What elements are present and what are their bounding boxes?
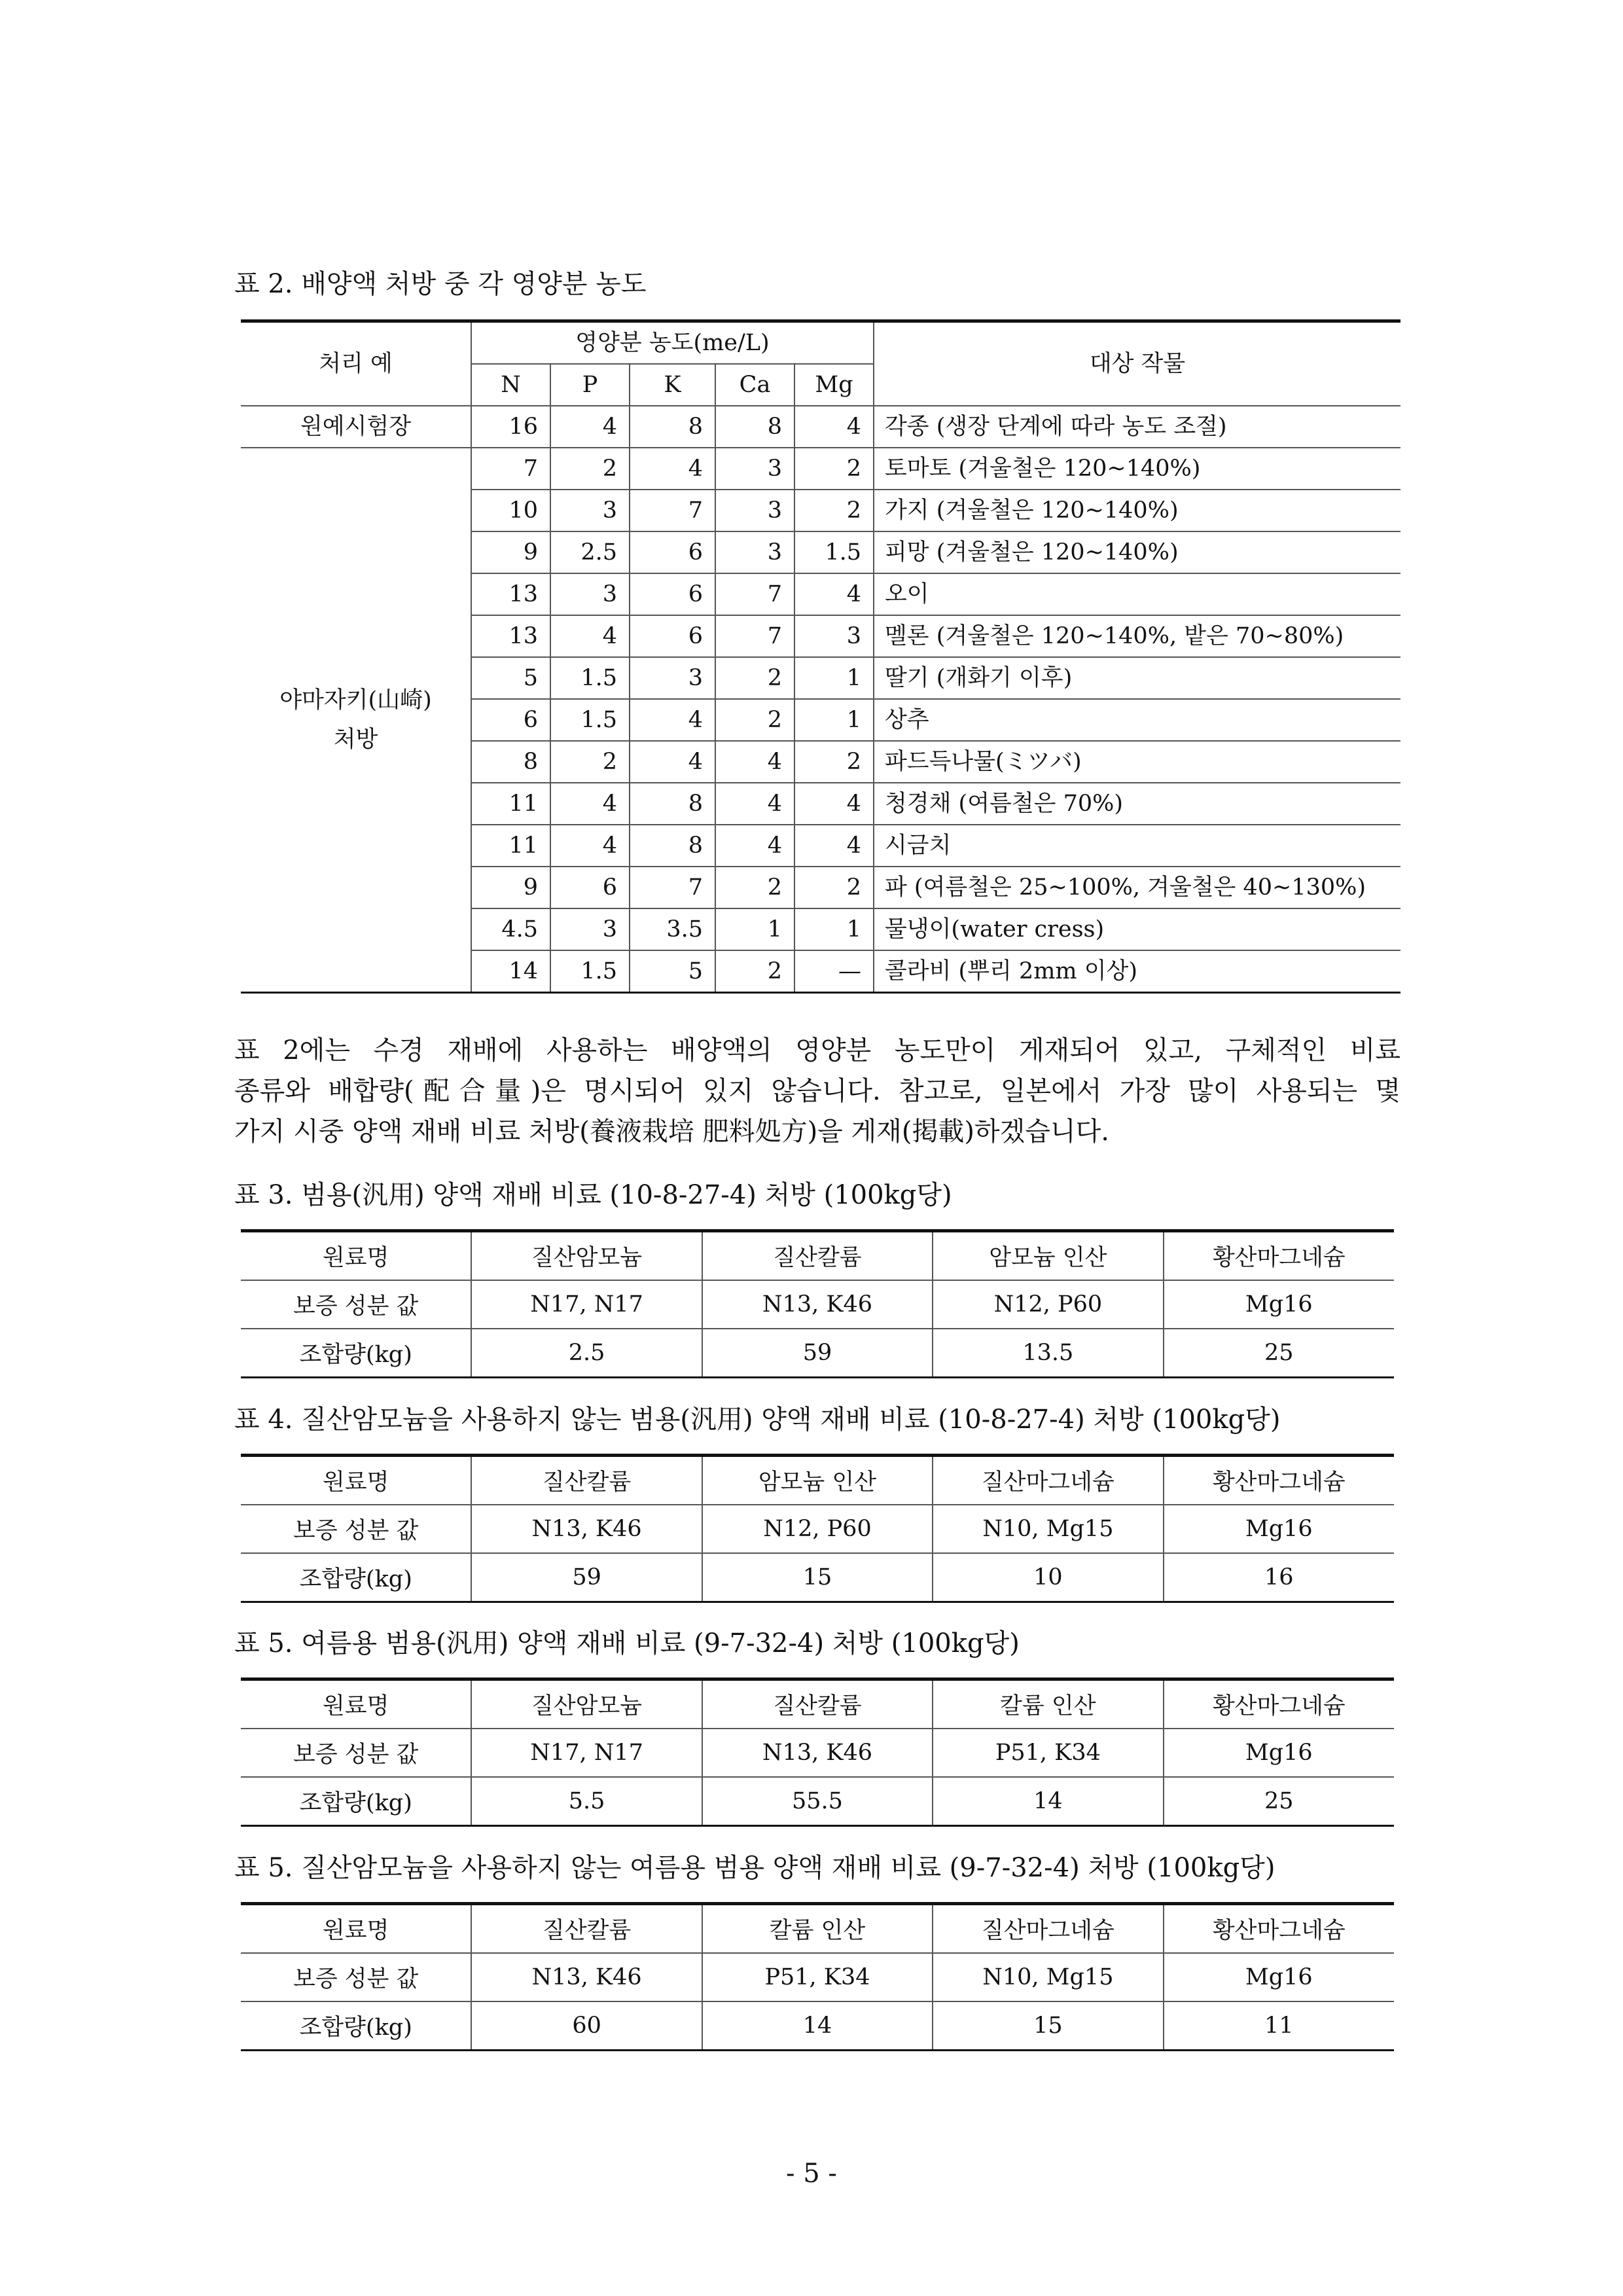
- guaranteed-cell: N13, K46: [471, 1953, 702, 2001]
- value-cell: 4: [630, 699, 715, 741]
- guaranteed-cell: N17, N17: [471, 1729, 702, 1777]
- crop-cell: 각종 (생장 단계에 따라 농도 조절): [874, 406, 1400, 448]
- body-paragraph: [234, 1030, 1400, 1152]
- material-cell: 칼륨 인산: [933, 1679, 1163, 1729]
- crop-cell: 물냉이(water cress): [874, 908, 1400, 950]
- value-cell: 4: [794, 573, 874, 615]
- guaranteed-cell: N17, N17: [471, 1280, 702, 1329]
- value-cell: 1: [794, 657, 874, 699]
- table-row: [241, 1953, 1394, 2001]
- value-cell: 7: [630, 867, 715, 908]
- value-cell: 3: [550, 490, 630, 531]
- table-5-caption: 표 5. 여름용 범용(汎用) 양액 재배 비료 (9-7-32-4) 처방 (100kg당): [234, 1628, 1020, 1659]
- guaranteed-cell: N13, K46: [702, 1280, 933, 1329]
- amount-cell: 14: [702, 2001, 933, 2051]
- value-cell: 7: [715, 615, 794, 657]
- target-crop-header: 대상 작물: [874, 321, 1400, 406]
- fertilizer-table-4: [241, 1454, 1394, 1603]
- amount-cell: 16: [1164, 1553, 1394, 1602]
- value-cell: 6: [471, 699, 550, 741]
- table-row: [241, 1280, 1394, 1329]
- material-cell: 황산마그네슘: [1164, 1231, 1394, 1281]
- value-cell: 14: [471, 950, 550, 993]
- row-label: 원료명: [241, 1679, 471, 1729]
- guaranteed-cell: N10, Mg15: [933, 1505, 1163, 1553]
- row-label: 원료명: [241, 1231, 471, 1281]
- guaranteed-cell: Mg16: [1164, 1953, 1394, 2001]
- value-cell: 4: [550, 825, 630, 867]
- concentration-header: 영양분 농도(me/L): [471, 321, 874, 365]
- table-6-caption: 표 5. 질산암모늄을 사용하지 않는 여름용 범용 양액 재배 비료 (9-7-32-4) 처방 (100kg당): [234, 1853, 1275, 1883]
- nutrient-header-ca: Ca: [715, 364, 794, 406]
- guaranteed-cell: N13, K46: [471, 1505, 702, 1553]
- group-label-line: 야마자키(山崎): [279, 687, 432, 713]
- value-cell: 16: [471, 406, 550, 448]
- table-row: [241, 1505, 1394, 1553]
- value-cell: 4: [794, 825, 874, 867]
- value-cell: 6: [630, 615, 715, 657]
- value-cell: 5: [630, 950, 715, 993]
- fertilizer-table-3: [241, 1229, 1394, 1378]
- value-cell: 1: [794, 699, 874, 741]
- value-cell: 2: [715, 657, 794, 699]
- value-cell: 1: [794, 908, 874, 950]
- material-cell: 질산칼륨: [702, 1679, 933, 1729]
- amount-cell: 59: [471, 1553, 702, 1602]
- guaranteed-cell: N12, P60: [933, 1280, 1163, 1329]
- value-cell: 11: [471, 825, 550, 867]
- amount-cell: 11: [1164, 2001, 1394, 2051]
- guaranteed-cell: N10, Mg15: [933, 1953, 1163, 2001]
- value-cell: 4: [715, 741, 794, 783]
- crop-cell: 시금치: [874, 825, 1400, 867]
- value-cell: 1: [715, 908, 794, 950]
- value-cell: 9: [471, 867, 550, 908]
- table-row: [241, 1904, 1394, 1954]
- value-cell: 2: [715, 950, 794, 993]
- value-cell: 4: [550, 615, 630, 657]
- paragraph-line: 표 2에는 수경 재배에 사용하는 배양액의 영양분 농도만이 게재되어 있고, 구체적인 비료: [234, 1035, 1400, 1066]
- value-cell: 5: [471, 657, 550, 699]
- fertilizer-table-5: [241, 1677, 1394, 1827]
- value-cell: 6: [630, 573, 715, 615]
- value-cell: 9: [471, 531, 550, 573]
- material-cell: 질산칼륨: [471, 1904, 702, 1954]
- value-cell: 2: [794, 867, 874, 908]
- table-row: [241, 1456, 1394, 1505]
- value-cell: 3: [715, 531, 794, 573]
- value-cell: 3: [715, 448, 794, 490]
- nutrient-header-k: K: [630, 364, 715, 406]
- material-cell: 질산암모늄: [471, 1231, 702, 1281]
- value-cell: 13: [471, 615, 550, 657]
- table-row: [241, 2001, 1394, 2051]
- value-cell: 3: [550, 573, 630, 615]
- table-row: [241, 1729, 1394, 1777]
- value-cell: 3: [550, 908, 630, 950]
- value-cell: 8: [630, 825, 715, 867]
- table-row: [241, 1231, 1394, 1281]
- amount-cell: 59: [702, 1329, 933, 1378]
- value-cell: 4: [715, 783, 794, 825]
- value-cell: 2: [550, 741, 630, 783]
- table-row: [241, 1553, 1394, 1602]
- value-cell: 3: [794, 615, 874, 657]
- paragraph-line: 가지 시중 양액 재배 비료 처방(養液栽培 肥料処方)을 게재(掲載)하겠습니다.: [234, 1117, 1109, 1147]
- amount-cell: 15: [702, 1553, 933, 1602]
- value-cell: 3: [715, 490, 794, 531]
- material-cell: 질산마그네슘: [933, 1456, 1163, 1505]
- table-row: [241, 406, 1400, 448]
- amount-cell: 2.5: [471, 1329, 702, 1378]
- row-label: 조합량(kg): [241, 1329, 471, 1378]
- crop-cell: 피망 (겨울철은 120~140%): [874, 531, 1400, 573]
- guaranteed-cell: Mg16: [1164, 1729, 1394, 1777]
- crop-cell: 파드득나물(ミツバ): [874, 741, 1400, 783]
- page-number: - 5 -: [786, 2159, 837, 2189]
- table-row: [241, 1329, 1394, 1378]
- row-label: 조합량(kg): [241, 1777, 471, 1826]
- value-cell: 3.5: [630, 908, 715, 950]
- value-cell: 8: [630, 783, 715, 825]
- value-cell: 4: [550, 783, 630, 825]
- table-4-caption: 표 4. 질산암모늄을 사용하지 않는 범용(汎用) 양액 재배 비료 (10-8-27-4) 처방 (100kg당): [234, 1405, 1281, 1435]
- value-cell: 1.5: [550, 699, 630, 741]
- table-row: [241, 1679, 1394, 1729]
- amount-cell: 5.5: [471, 1777, 702, 1826]
- value-cell: 2.5: [550, 531, 630, 573]
- treatment-cell: 원예시험장: [241, 406, 471, 448]
- crop-cell: 상추: [874, 699, 1400, 741]
- crop-cell: 오이: [874, 573, 1400, 615]
- nutrient-concentration-table: [241, 319, 1400, 994]
- material-cell: 황산마그네슘: [1164, 1679, 1394, 1729]
- value-cell: 4: [550, 406, 630, 448]
- material-cell: 질산암모늄: [471, 1679, 702, 1729]
- value-cell: 2: [794, 448, 874, 490]
- amount-cell: 60: [471, 2001, 702, 2051]
- row-label: 조합량(kg): [241, 2001, 471, 2051]
- group-label-line: 처방: [333, 726, 378, 753]
- table-row: [241, 448, 1400, 490]
- material-cell: 질산칼륨: [702, 1231, 933, 1281]
- value-cell: 1.5: [550, 950, 630, 993]
- treatment-header: 처리 예: [241, 321, 471, 406]
- crop-cell: 콜라비 (뿌리 2mm 이상): [874, 950, 1400, 993]
- table-3-caption: 표 3. 범용(汎用) 양액 재배 비료 (10-8-27-4) 처방 (100kg당): [234, 1180, 952, 1210]
- value-cell: 1.5: [794, 531, 874, 573]
- material-cell: 황산마그네슘: [1164, 1904, 1394, 1954]
- value-cell: —: [794, 950, 874, 993]
- value-cell: 8: [715, 406, 794, 448]
- yamazaki-group-cell: [241, 448, 471, 993]
- value-cell: 11: [471, 783, 550, 825]
- value-cell: 4.5: [471, 908, 550, 950]
- amount-cell: 14: [933, 1777, 1163, 1826]
- paragraph-line: 종류와 배합량(配合量)은 명시되어 있지 않습니다. 참고로, 일본에서 가장 많이 사용되는 몇: [234, 1076, 1400, 1106]
- value-cell: 2: [715, 867, 794, 908]
- value-cell: 8: [471, 741, 550, 783]
- crop-cell: 딸기 (개화기 이후): [874, 657, 1400, 699]
- crop-cell: 가지 (겨울철은 120~140%): [874, 490, 1400, 531]
- row-label: 보증 성분 값: [241, 1729, 471, 1777]
- nutrient-header-n: N: [471, 364, 550, 406]
- crop-cell: 멜론 (겨울철은 120~140%, 밭은 70~80%): [874, 615, 1400, 657]
- amount-cell: 25: [1164, 1329, 1394, 1378]
- guaranteed-cell: N12, P60: [702, 1505, 933, 1553]
- value-cell: 6: [550, 867, 630, 908]
- material-cell: 칼륨 인산: [702, 1904, 933, 1954]
- value-cell: 4: [794, 783, 874, 825]
- value-cell: 4: [630, 741, 715, 783]
- material-cell: 황산마그네슘: [1164, 1456, 1394, 1505]
- value-cell: 7: [471, 448, 550, 490]
- value-cell: 13: [471, 573, 550, 615]
- value-cell: 6: [630, 531, 715, 573]
- row-label: 원료명: [241, 1456, 471, 1505]
- value-cell: 10: [471, 490, 550, 531]
- crop-cell: 청경채 (여름철은 70%): [874, 783, 1400, 825]
- material-cell: 암모늄 인산: [933, 1231, 1163, 1281]
- value-cell: 4: [630, 448, 715, 490]
- value-cell: 7: [630, 490, 715, 531]
- guaranteed-cell: P51, K34: [702, 1953, 933, 2001]
- table-row: [241, 1777, 1394, 1826]
- guaranteed-cell: P51, K34: [933, 1729, 1163, 1777]
- table-2-caption: 표 2. 배양액 처방 중 각 영양분 농도: [234, 269, 647, 299]
- value-cell: 3: [630, 657, 715, 699]
- amount-cell: 13.5: [933, 1329, 1163, 1378]
- value-cell: 2: [550, 448, 630, 490]
- value-cell: 7: [715, 573, 794, 615]
- value-cell: 2: [715, 699, 794, 741]
- crop-cell: 파 (여름철은 25~100%, 겨울철은 40~130%): [874, 867, 1400, 908]
- guaranteed-cell: Mg16: [1164, 1280, 1394, 1329]
- material-cell: 질산칼륨: [471, 1456, 702, 1505]
- value-cell: 2: [794, 490, 874, 531]
- guaranteed-cell: N13, K46: [702, 1729, 933, 1777]
- row-label: 원료명: [241, 1904, 471, 1954]
- amount-cell: 25: [1164, 1777, 1394, 1826]
- guaranteed-cell: Mg16: [1164, 1505, 1394, 1553]
- amount-cell: 55.5: [702, 1777, 933, 1826]
- row-label: 보증 성분 값: [241, 1953, 471, 2001]
- nutrient-header-mg: Mg: [794, 364, 874, 406]
- fertilizer-table-6: [241, 1902, 1394, 2051]
- material-cell: 암모늄 인산: [702, 1456, 933, 1505]
- material-cell: 질산마그네슘: [933, 1904, 1163, 1954]
- value-cell: 4: [715, 825, 794, 867]
- value-cell: 1.5: [550, 657, 630, 699]
- value-cell: 4: [794, 406, 874, 448]
- value-cell: 2: [794, 741, 874, 783]
- value-cell: 8: [630, 406, 715, 448]
- amount-cell: 15: [933, 2001, 1163, 2051]
- nutrient-header-p: P: [550, 364, 630, 406]
- crop-cell: 토마토 (겨울철은 120~140%): [874, 448, 1400, 490]
- row-label: 보증 성분 값: [241, 1505, 471, 1553]
- amount-cell: 10: [933, 1553, 1163, 1602]
- row-label: 조합량(kg): [241, 1553, 471, 1602]
- row-label: 보증 성분 값: [241, 1280, 471, 1329]
